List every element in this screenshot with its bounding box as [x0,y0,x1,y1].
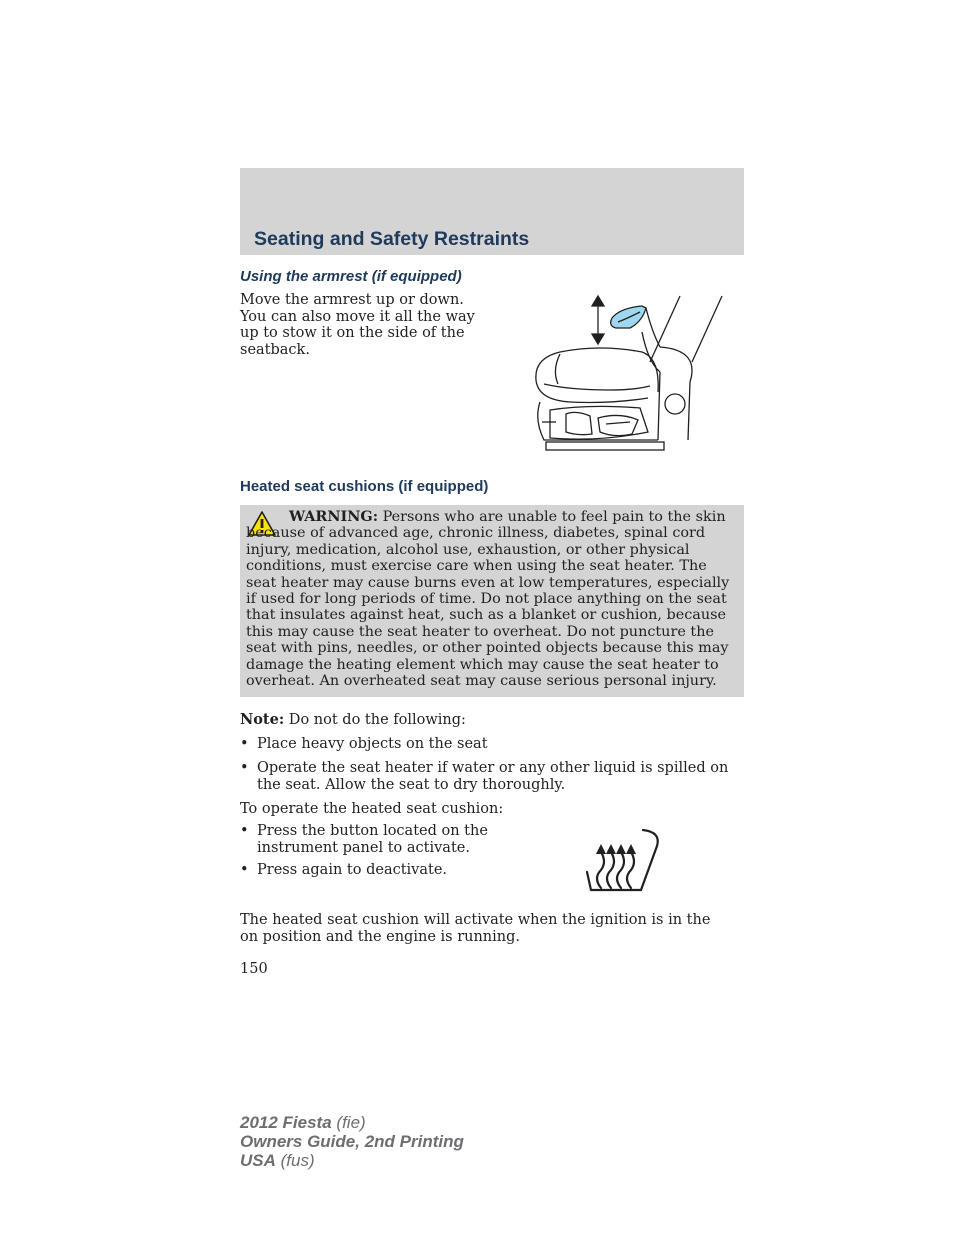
warning-body: Persons who are unable to feel pain to the skin because of advanced age, chronic illness, diabetes, spinal cord injury, medication, alcohol use, exhaustion, or other physical conditions, must exercise care when using the seat heater. The seat heater may cause burns even at low temperatures, especially if used for long periods of time. Do not place anything on the seat that insulates against heat, such as a blanket or cushion, because this may cause the seat heater to overheat. Do not puncture the seat with pins, needles, or other pointed objects because this may damage the heating element which may cause the seat heater to overheat. An overheated seat may cause serious personal injury. [246,509,730,690]
note-label: Note: [240,711,285,728]
footer-line-guide: Owners Guide, 2nd Printing [240,1132,464,1151]
list-item [240,736,740,753]
bullet-dot: • [240,760,249,776]
seat-armrest-illustration [530,292,730,458]
note-body: Do not do the following: [284,712,466,728]
document-footer [240,1113,464,1170]
ignition-note: The heated seat cushion will activate when the ignition is in the on position and the engine is running. [240,912,711,945]
section-header-band [240,168,744,255]
operate-intro: To operate the heated seat cushion: [240,801,504,817]
list-item [240,862,490,879]
note-line [240,712,466,729]
list-item-text: Operate the seat heater if water or any other liquid is spilled on the seat. Allow the seat to dry thoroughly. [257,760,729,793]
section-title: Seating and Safety Restraints [254,228,530,250]
heated-seat-heading: Heated seat cushions (if equipped) [240,478,489,495]
list-item-text: Press again to deactivate. [257,862,448,878]
footer-line-model: 2012 Fiesta (fie) [240,1113,366,1132]
bullet-dot: • [240,862,249,878]
list-item [240,760,730,793]
bullet-dot: • [240,823,249,839]
warning-label: WARNING: [289,508,379,525]
armrest-heading: Using the armrest (if equipped) [240,268,462,285]
page-number: 150 [240,961,268,977]
warning-text [246,509,738,689]
warning-box [240,505,744,697]
bullet-dot: • [240,736,249,752]
armrest-body: Move the armrest up or down. You can also move it all the way up to stow it on the side of the seatback. [240,292,475,358]
list-item-text: Press the button located on the instrument panel to activate. [257,823,488,856]
heated-seat-icon [583,826,663,900]
list-item [240,823,490,856]
footer-line-region: USA (fus) [240,1151,315,1170]
list-item-text: Place heavy objects on the seat [257,736,488,752]
